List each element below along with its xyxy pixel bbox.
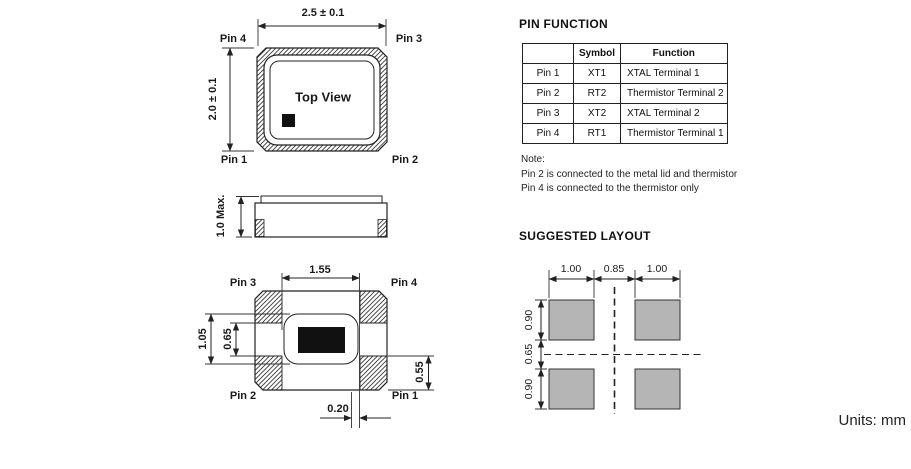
note-line-1: Pin 2 is connected to the metal lid and thermistor — [521, 169, 738, 180]
cell-pin: Pin 4 — [523, 124, 574, 144]
header-function: Function — [621, 44, 728, 64]
layout-pad-width-left-dim-label: 1.00 — [560, 263, 582, 275]
cavity-marker-square — [298, 327, 345, 353]
cell-symbol: RT2 — [574, 84, 621, 104]
cell-pin: Pin 2 — [523, 84, 574, 104]
table-header-row — [523, 44, 728, 64]
layout-pad-height-bottom-dim-label: 0.90 — [523, 378, 535, 400]
pin-function-title: PIN FUNCTION — [519, 17, 608, 31]
top-view-pin1-label: Pin 1 — [220, 154, 248, 166]
bottom-view-pad-height-dim-label: 0.55 — [414, 361, 426, 383]
bottom-view-pin2-label: Pin 2 — [229, 390, 257, 402]
bottom-view-drawing — [205, 273, 434, 428]
side-view-drawing — [236, 196, 387, 237]
layout-pad-pitch-dim-label: 0.85 — [603, 263, 625, 275]
pin1-marker-square — [282, 114, 295, 127]
table-row — [523, 64, 728, 84]
bottom-view-pin3-label: Pin 3 — [229, 277, 257, 289]
table-row — [523, 104, 728, 124]
table-row — [523, 124, 728, 144]
top-view-pin2-label: Pin 2 — [391, 154, 419, 166]
bottom-view-pad-gap-dim-label: 0.65 — [222, 328, 234, 350]
note-line-2: Pin 4 is connected to the thermistor only — [521, 183, 699, 194]
cell-function: Thermistor Terminal 1 — [621, 124, 728, 144]
top-view-width-dim-label: 2.5 ± 0.1 — [301, 7, 345, 19]
bottom-view-pin1-label: Pin 1 — [391, 390, 419, 402]
units-label: Units: mm — [838, 412, 906, 429]
bottom-view-cavity-height-dim-label: 1.05 — [197, 328, 209, 350]
cell-symbol: XT2 — [574, 104, 621, 124]
suggested-layout-title: SUGGESTED LAYOUT — [519, 229, 651, 243]
layout-pad-gap-dim-label: 0.65 — [523, 343, 535, 365]
top-view-drawing — [219, 19, 387, 151]
cell-symbol: RT1 — [574, 124, 621, 144]
top-view-title: Top View — [295, 89, 351, 105]
suggested-layout-drawing — [535, 270, 704, 414]
layout-pad-width-right-dim-label: 1.00 — [646, 263, 668, 275]
table-row — [523, 84, 728, 104]
side-view-height-dim-label: 1.0 Max. — [215, 194, 227, 238]
note-title: Note: — [521, 154, 545, 165]
header-symbol: Symbol — [574, 44, 621, 64]
top-view-pin3-label: Pin 3 — [395, 33, 423, 45]
bottom-view-pad-span-dim-label: 1.55 — [309, 264, 331, 276]
pin-function-table — [522, 43, 728, 144]
cell-function: XTAL Terminal 1 — [621, 64, 728, 84]
top-view-height-dim-label: 2.0 ± 0.1 — [207, 77, 219, 121]
top-view-pin4-label: Pin 4 — [219, 33, 247, 45]
bottom-view-offset-dim-label: 0.20 — [327, 403, 349, 415]
cell-symbol: XT1 — [574, 64, 621, 84]
cell-function: Thermistor Terminal 2 — [621, 84, 728, 104]
bottom-view-pin4-label: Pin 4 — [390, 277, 418, 289]
cell-function: XTAL Terminal 2 — [621, 104, 728, 124]
header-pin — [523, 44, 574, 64]
layout-pad-height-top-dim-label: 0.90 — [523, 309, 535, 331]
cell-pin: Pin 1 — [523, 64, 574, 84]
cell-pin: Pin 3 — [523, 104, 574, 124]
